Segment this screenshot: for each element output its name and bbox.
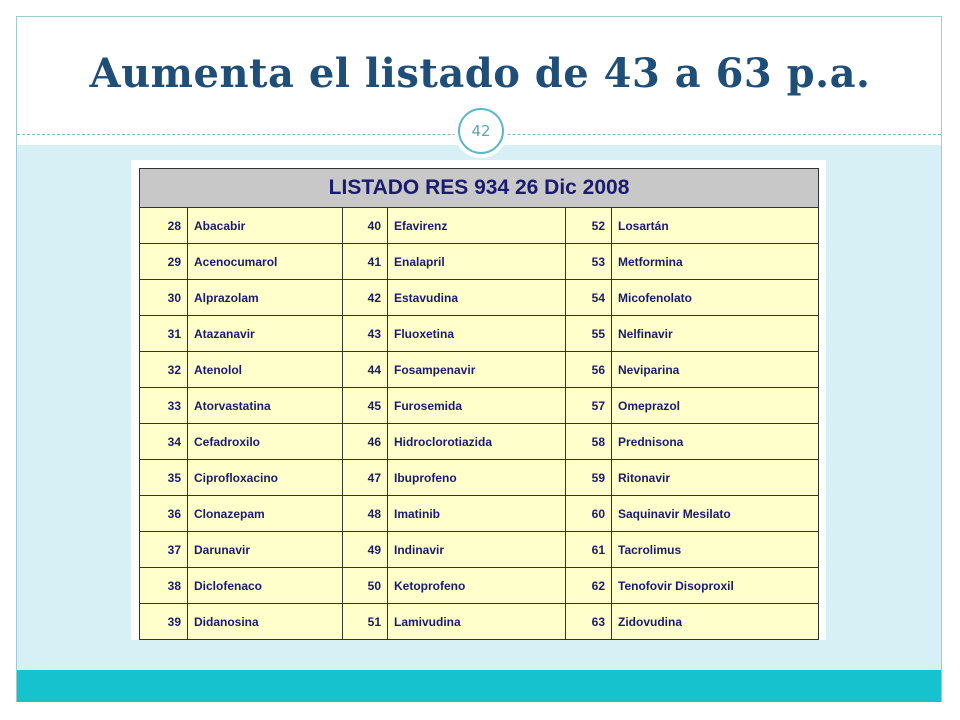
drug-name: Ciprofloxacino bbox=[188, 460, 343, 496]
drug-number: 36 bbox=[140, 496, 188, 532]
footer-bar bbox=[17, 670, 941, 702]
drug-number: 52 bbox=[566, 208, 612, 244]
drug-name: Fluoxetina bbox=[388, 316, 566, 352]
drug-name: Alprazolam bbox=[188, 280, 343, 316]
table-row bbox=[140, 424, 819, 460]
drug-name: Hidroclorotiazida bbox=[388, 424, 566, 460]
drug-name: Darunavir bbox=[188, 532, 343, 568]
drug-name: Lamivudina bbox=[388, 604, 566, 640]
drug-name: Diclofenaco bbox=[188, 568, 343, 604]
table-row bbox=[140, 388, 819, 424]
drug-name: Ritonavir bbox=[612, 460, 819, 496]
drug-number: 35 bbox=[140, 460, 188, 496]
drug-name: Acenocumarol bbox=[188, 244, 343, 280]
drug-number: 59 bbox=[566, 460, 612, 496]
table-row bbox=[140, 280, 819, 316]
drug-number: 51 bbox=[343, 604, 388, 640]
drug-name: Clonazepam bbox=[188, 496, 343, 532]
drug-name: Prednisona bbox=[612, 424, 819, 460]
drug-name: Tenofovir Disoproxil bbox=[612, 568, 819, 604]
drug-number: 31 bbox=[140, 316, 188, 352]
drug-number: 46 bbox=[343, 424, 388, 460]
drug-number: 44 bbox=[343, 352, 388, 388]
drug-number: 43 bbox=[343, 316, 388, 352]
drug-name: Atenolol bbox=[188, 352, 343, 388]
drug-number: 61 bbox=[566, 532, 612, 568]
drug-name: Omeprazol bbox=[612, 388, 819, 424]
drug-name: Neviparina bbox=[612, 352, 819, 388]
drug-name: Micofenolato bbox=[612, 280, 819, 316]
table-row bbox=[140, 460, 819, 496]
drug-number: 38 bbox=[140, 568, 188, 604]
drug-name: Losartán bbox=[612, 208, 819, 244]
drug-number: 63 bbox=[566, 604, 612, 640]
drug-number: 55 bbox=[566, 316, 612, 352]
listing-table bbox=[139, 168, 819, 640]
listing-table-image bbox=[131, 160, 826, 640]
drug-number: 45 bbox=[343, 388, 388, 424]
table-row bbox=[140, 352, 819, 388]
table-header-row bbox=[140, 169, 819, 208]
drug-number: 34 bbox=[140, 424, 188, 460]
drug-number: 53 bbox=[566, 244, 612, 280]
table-body bbox=[140, 208, 819, 640]
table-row bbox=[140, 568, 819, 604]
table-header: LISTADO RES 934 26 Dic 2008 bbox=[140, 169, 819, 208]
drug-number: 32 bbox=[140, 352, 188, 388]
drug-name: Abacabir bbox=[188, 208, 343, 244]
drug-number: 42 bbox=[343, 280, 388, 316]
drug-name: Imatinib bbox=[388, 496, 566, 532]
drug-name: Efavirenz bbox=[388, 208, 566, 244]
table-row bbox=[140, 496, 819, 532]
drug-number: 57 bbox=[566, 388, 612, 424]
drug-name: Nelfinavir bbox=[612, 316, 819, 352]
drug-name: Saquinavir Mesilato bbox=[612, 496, 819, 532]
drug-number: 29 bbox=[140, 244, 188, 280]
table-row bbox=[140, 244, 819, 280]
drug-number: 33 bbox=[140, 388, 188, 424]
table-row bbox=[140, 532, 819, 568]
drug-number: 30 bbox=[140, 280, 188, 316]
drug-name: Atorvastatina bbox=[188, 388, 343, 424]
drug-name: Estavudina bbox=[388, 280, 566, 316]
drug-name: Didanosina bbox=[188, 604, 343, 640]
drug-number: 56 bbox=[566, 352, 612, 388]
table-row bbox=[140, 208, 819, 244]
drug-number: 28 bbox=[140, 208, 188, 244]
drug-number: 62 bbox=[566, 568, 612, 604]
drug-number: 40 bbox=[343, 208, 388, 244]
drug-name: Zidovudina bbox=[612, 604, 819, 640]
drug-name: Ibuprofeno bbox=[388, 460, 566, 496]
drug-number: 41 bbox=[343, 244, 388, 280]
drug-number: 50 bbox=[343, 568, 388, 604]
drug-name: Indinavir bbox=[388, 532, 566, 568]
drug-number: 49 bbox=[343, 532, 388, 568]
drug-number: 47 bbox=[343, 460, 388, 496]
drug-name: Ketoprofeno bbox=[388, 568, 566, 604]
drug-name: Tacrolimus bbox=[612, 532, 819, 568]
slide-title: Aumenta el listado de 43 a 63 p.a. bbox=[89, 50, 871, 97]
table-row bbox=[140, 316, 819, 352]
drug-number: 60 bbox=[566, 496, 612, 532]
drug-name: Atazanavir bbox=[188, 316, 343, 352]
drug-number: 48 bbox=[343, 496, 388, 532]
table-row bbox=[140, 604, 819, 640]
drug-number: 54 bbox=[566, 280, 612, 316]
drug-number: 58 bbox=[566, 424, 612, 460]
drug-number: 39 bbox=[140, 604, 188, 640]
drug-number: 37 bbox=[140, 532, 188, 568]
drug-name: Furosemida bbox=[388, 388, 566, 424]
drug-name: Enalapril bbox=[388, 244, 566, 280]
drug-name: Fosampenavir bbox=[388, 352, 566, 388]
drug-name: Cefadroxilo bbox=[188, 424, 343, 460]
drug-name: Metformina bbox=[612, 244, 819, 280]
page-number-badge: 42 bbox=[458, 108, 504, 154]
